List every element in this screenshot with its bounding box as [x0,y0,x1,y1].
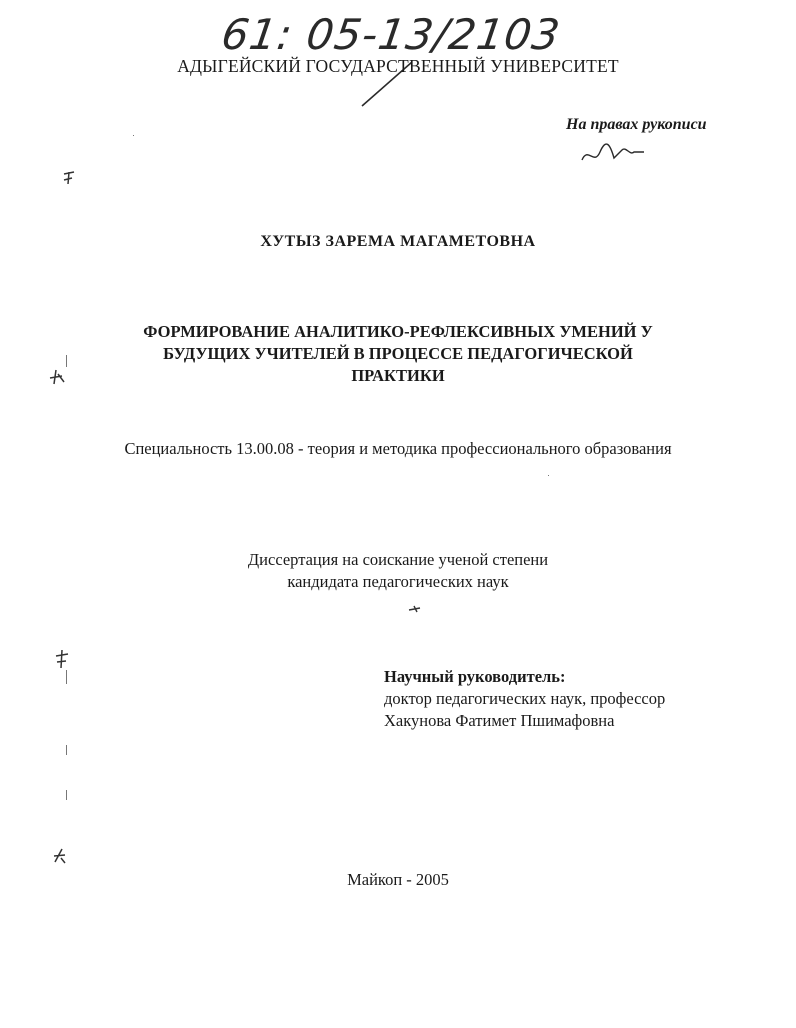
scan-dot [548,475,549,476]
handwritten-catalog-number: 61: 05-13/2103 [218,10,564,59]
scan-dot [66,355,67,367]
degree-line: Диссертация на соискание ученой степени [247,550,549,569]
dissertation-title [0,321,796,387]
university-name: АДЫГЕЙСКИЙ ГОСУДАРСТВЕННЫЙ УНИВЕРСИТЕТ [177,56,619,76]
manuscript-rights-note: На правах рукописи [566,116,707,133]
handwritten-signature [578,140,648,170]
scan-dot [66,790,67,800]
scan-speck-icon [60,168,80,188]
author-name: ХУТЫЗ ЗАРЕМА МАГАМЕТОВНА [260,233,536,250]
degree-statement [0,549,796,593]
title-line: БУДУЩИХ УЧИТЕЛЕЙ В ПРОЦЕССЕ ПЕДАГОГИЧЕСКОЙ [163,344,633,363]
scan-speck-icon [46,366,68,386]
advisor-credentials: доктор педагогических наук, профессор [384,689,666,708]
advisor-heading: Научный руководитель: [384,667,566,686]
specialty-line: Специальность 13.00.08 - теория и методика профессионального образования [124,439,672,458]
title-line: ПРАКТИКИ [351,366,445,385]
scan-dot [133,135,134,136]
scan-speck-icon [50,846,70,866]
scan-speck-icon [408,604,422,614]
title-line: ФОРМИРОВАНИЕ АНАЛИТИКО-РЕФЛЕКСИВНЫХ УМЕНИЙ У [143,322,653,341]
scan-dot [66,745,67,755]
scan-dot [66,670,67,684]
place-and-year: Майкоп - 2005 [347,870,449,889]
scan-speck-icon [52,648,72,672]
advisor-block [384,666,665,732]
advisor-name: Хакунова Фатимет Пшимафовна [384,711,615,730]
degree-line: кандидата педагогических наук [287,572,509,591]
